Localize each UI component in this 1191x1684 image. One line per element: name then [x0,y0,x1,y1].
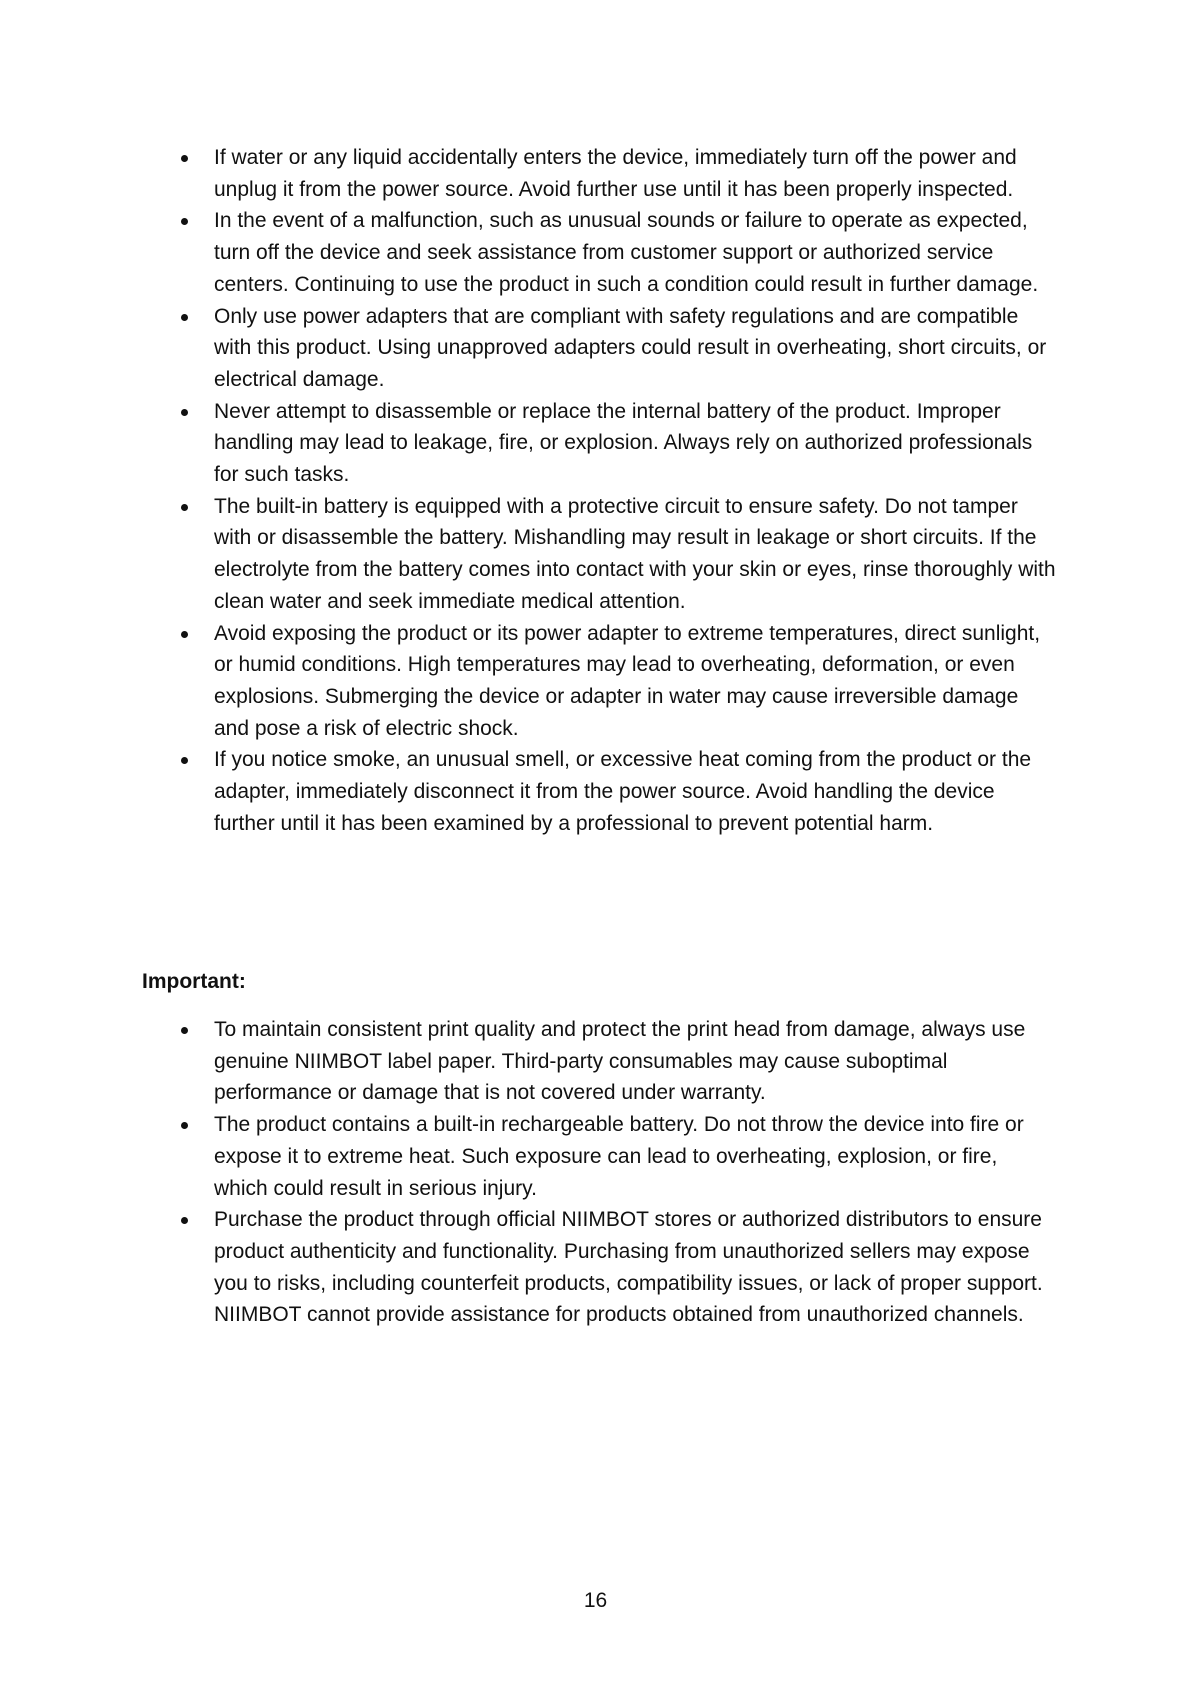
list-item-text: Purchase the product through official NIIMBOT stores or authorized distributors to ensure product authenticity and functionality. Purchasing from unauthorized sellers may expose you to risks, including counterfeit products, compatibility issues, or lack of proper support. NIIMBOT cannot provide assistance for products obtained from unauthorized channels. [214,1208,1043,1327]
list-item-text: To maintain consistent print quality and protect the print head from damage, always use genuine NIIMBOT label paper. Third-party consumables may cause suboptimal performance or damage that is not covered under warranty. [214,1018,1026,1105]
list-item [176,1204,1056,1331]
important-heading: Important: [142,970,246,993]
important-bullet-list [176,1014,1056,1331]
bullet-icon [181,1217,188,1224]
list-item [176,396,1056,491]
bullet-icon [181,631,188,638]
bullet-icon [181,409,188,416]
list-item-text: If you notice smoke, an unusual smell, or excessive heat coming from the product or the adapter, immediately disconnect it from the power source. Avoid handling the device further until it has been examined by a professional to prevent potential harm. [214,748,1032,835]
safety-bullet-list [176,142,1056,839]
bullet-icon [181,218,188,225]
list-item-text: The built-in battery is equipped with a protective circuit to ensure safety. Do not tamper with or disassemble the battery. Mishandling may result in leakage or short circuits. If the electrolyte from the battery comes into contact with your skin or eyes, rinse thoroughly with clean water and seek immediate medical attention. [214,494,1056,613]
list-item-text: Avoid exposing the product or its power adapter to extreme temperatures, direct sunlight, or humid conditions. High temperatures may lead to overheating, deformation, or even explosions. Submerging the device or adapter in water may cause irreversible damage and pose a risk of electric shock. [214,621,1041,740]
list-item [176,205,1056,300]
list-item [176,618,1056,745]
list-item [176,491,1056,618]
list-item-text: Only use power adapters that are compliant with safety regulations and are compatible with this product. Using unapproved adapters could result in overheating, short circuits, or electrical damage. [214,304,1047,391]
bullet-icon [181,504,188,511]
bullet-icon [181,314,188,321]
page-number: 16 [583,1589,608,1612]
list-item [176,744,1056,839]
list-item [176,301,1056,396]
bullet-icon [181,757,188,764]
bullet-icon [181,155,188,162]
bullet-icon [181,1027,188,1034]
list-item [176,142,1056,205]
list-item-text: In the event of a malfunction, such as unusual sounds or failure to operate as expected, turn off the device and seek assistance from customer support or authorized service centers. Continuing to use the product in such a condition could result in further damage. [214,209,1039,296]
list-item-text: The product contains a built-in rechargeable battery. Do not throw the device into fire or expose it to extreme heat. Such exposure can lead to overheating, explosion, or fire, which could result in serious injury. [214,1113,1024,1200]
list-item-text: Never attempt to disassemble or replace the internal battery of the product. Improper handling may lead to leakage, fire, or explosion. Always rely on authorized professionals for such tasks. [214,399,1033,487]
list-item [176,1109,1056,1204]
bullet-icon [181,1122,188,1129]
list-item [176,1014,1056,1109]
list-item-text: If water or any liquid accidentally enters the device, immediately turn off the power and unplug it from the power source. Avoid further use until it has been properly inspected. [214,146,1017,201]
